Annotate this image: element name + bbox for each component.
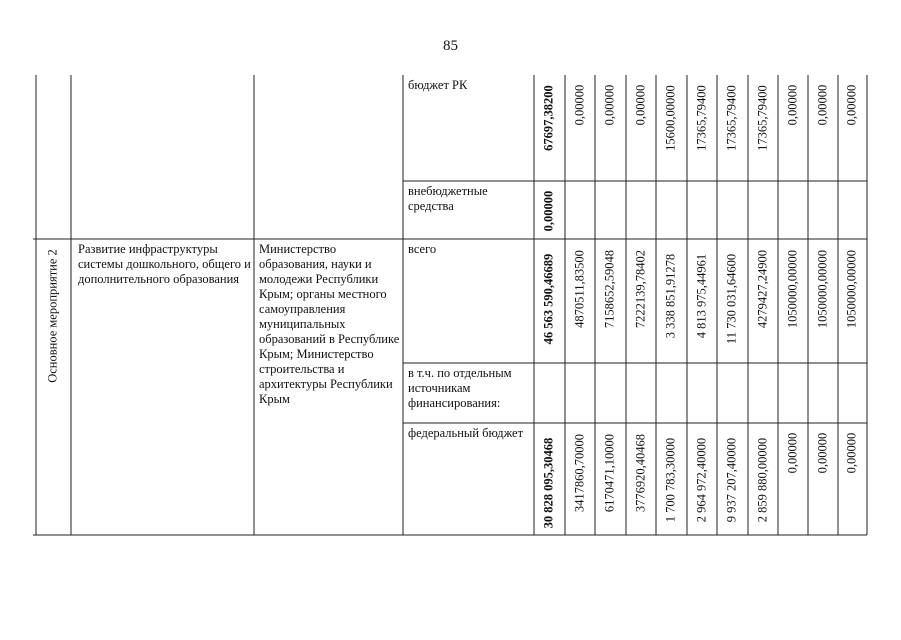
- event-name: Развитие инфраструктуры системы дошкольного, общего и дополнительного образования: [78, 242, 251, 286]
- amount-year-7: 4279427,24900: [755, 249, 770, 328]
- amount-year-1: 0,00000: [572, 84, 587, 126]
- amount-year-6: 11 730 031,64600: [724, 253, 739, 344]
- amount-year-8: 0,00000: [785, 84, 800, 126]
- amount-total: 30 828 095,30468: [541, 437, 556, 529]
- amount-year-2: 6170471,10000: [602, 433, 617, 512]
- amount-year-7: 2 859 880,00000: [755, 437, 770, 522]
- amount-year-3: 0,00000: [633, 84, 648, 126]
- source-label: в т.ч. по отдельным источникам финансирования:: [408, 366, 512, 410]
- amount-year-9: 0,00000: [815, 84, 830, 126]
- event-status: Основное мероприятие 2: [45, 249, 60, 383]
- source-label: федеральный бюджет: [408, 426, 524, 440]
- amount-year-7: 17365,79400: [755, 85, 770, 152]
- amount-year-4: 15600,00000: [663, 85, 678, 152]
- event-executor: Министерство образования, науки и молодежи Республики Крым; органы местного самоуправления муниципальных образований в Республике Крым; Министерство строительства и архитектуры Республики Крым: [259, 242, 400, 406]
- amount-year-5: 4 813 975,44961: [694, 253, 709, 338]
- amount-year-10: 0,00000: [844, 84, 859, 126]
- amount-year-8: 0,00000: [785, 432, 800, 474]
- source-label: всего: [408, 242, 437, 256]
- amount-year-2: 7158652,59048: [602, 249, 617, 328]
- page-number: 85: [443, 38, 458, 54]
- amount-year-5: 17365,79400: [694, 85, 709, 152]
- source-label: внебюджетные средства: [408, 184, 488, 213]
- amount-year-9: 1050000,00000: [815, 249, 830, 328]
- amount-year-10: 1050000,00000: [844, 249, 859, 328]
- source-label: бюджет РК: [408, 78, 468, 92]
- amount-year-8: 1050000,00000: [785, 249, 800, 328]
- amount-year-5: 2 964 972,40000: [694, 437, 709, 522]
- amount-total: 46 563 590,46689: [541, 253, 556, 345]
- amount-year-1: 3417860,70000: [572, 433, 587, 512]
- amount-total: 0,00000: [541, 190, 556, 232]
- amount-year-4: 1 700 783,30000: [663, 437, 678, 522]
- amount-year-6: 17365,79400: [724, 85, 739, 152]
- amount-total: 67697,38200: [541, 85, 556, 152]
- amount-year-2: 0,00000: [602, 84, 617, 126]
- amount-year-9: 0,00000: [815, 432, 830, 474]
- amount-year-1: 4870511,83500: [572, 250, 587, 328]
- amount-year-4: 3 338 851,91278: [663, 253, 678, 338]
- amount-year-6: 9 937 207,40000: [724, 437, 739, 522]
- amount-year-3: 3776920,40468: [633, 433, 648, 512]
- amount-year-3: 7222139,78402: [633, 249, 648, 328]
- amount-year-10: 0,00000: [844, 432, 859, 474]
